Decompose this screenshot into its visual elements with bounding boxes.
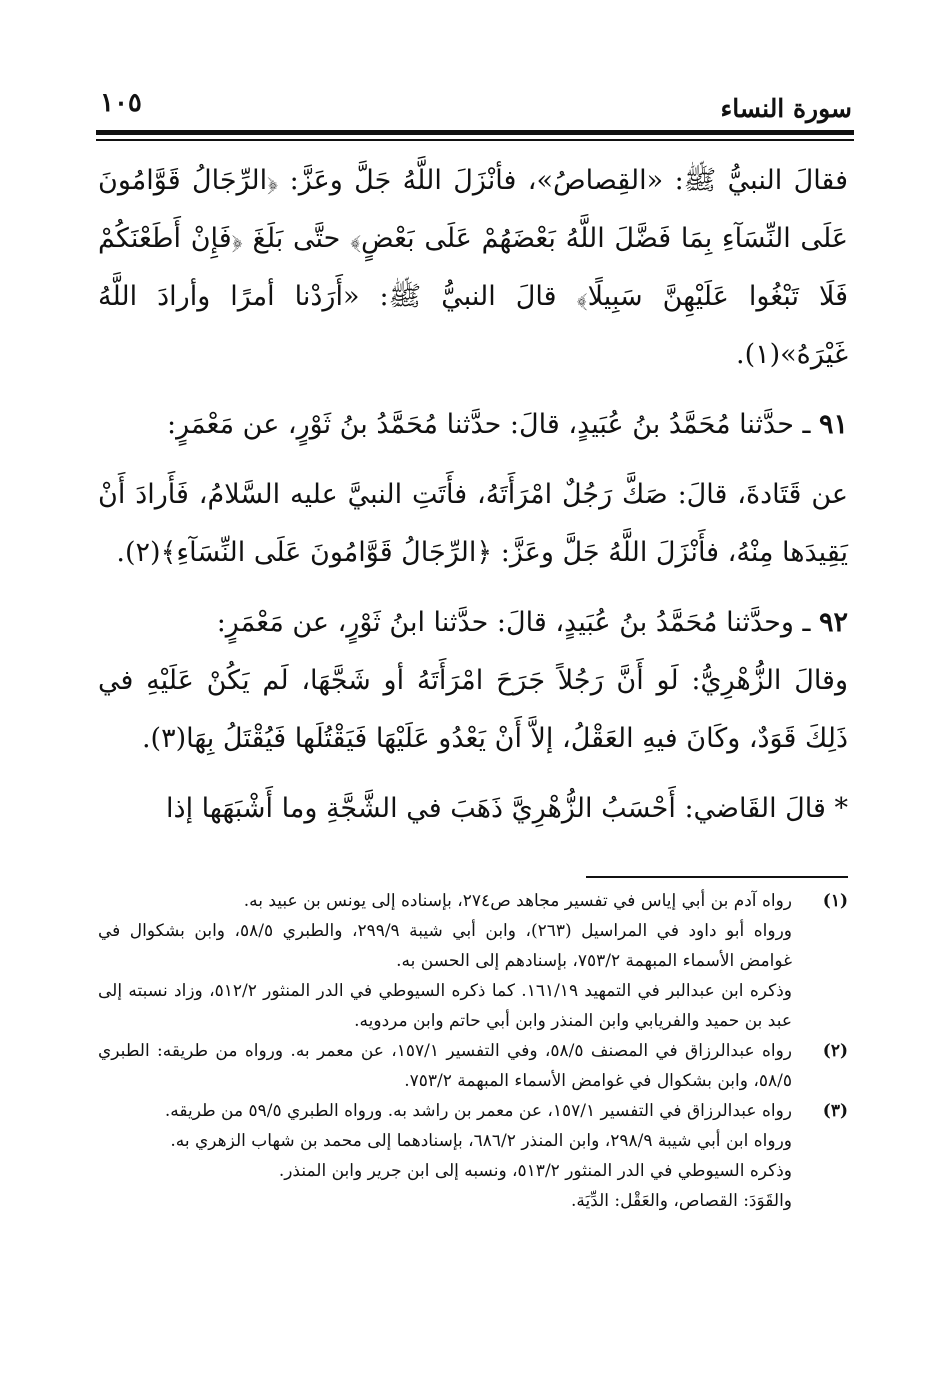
paragraph-text: * قالَ القَاضي: أَحْسَبُ الزُّهْرِيَّ ذَهَبَ في الشَّجَّةِ وما أَشْبَهَها إذا (166, 793, 848, 824)
paragraph-text: وقالَ الزُّهْرِيُّ: لَو أَنَّ رَجُلاً جَرَحَ امْرَأَتَهُ أو شَجَّهَا، لَم يَكُنْ عَلَيْهِ في ذَلِكَ قَوَدٌ، وكَانَ فيهِ العَقْلُ، إلاَّ أَنْ يَعْدُو عَلَيْهَا فَيَقْتُلَها فَيُقْتَلُ بِهَا(٣). (98, 665, 848, 754)
footnote-line: وذكره ابن عبدالبر في التمهيد ١٦١/١٩. كما ذكره السيوطي في الدر المنثور ٥١٢/٢، وزاد نسبته إلى عبد بن حميد والفريابي وابن المنذر وابن أبي حاتم وابن مردويه. (98, 981, 792, 1031)
main-text (98, 152, 848, 838)
paragraph-text: فقالَ النبيُّ ﷺ: «القِصاصُ»، فأنْزَلَ اللَّهُ جَلَّ وعَزَّ: ﴿الرِّجَالُ قَوَّامُونَ عَلَى النِّسَآءِ بِمَا فَضَّلَ اللَّهُ بَعْضَهُمْ عَلَى بَعْضٍ﴾ حتَّى بَلَغَ ﴿فَإِنْ أَطَعْنَكُمْ فَلَا تَبْغُوا عَلَيْهِنَّ سَبِيلًا﴾ قالَ النبيُّ ﷺ: «أَرَدْنا أمرًا وأرادَ اللَّهُ غَيْرَهُ»(١). (98, 165, 848, 370)
footnote-line: رواه آدم بن أبي إياس في تفسير مجاهد ص٢٧٤، بإسناده إلى يونس بن عبيد به. (243, 891, 792, 911)
footnote-mark: (٣) (822, 1101, 848, 1121)
footnote-line: رواه عبدالرزاق في التفسير ١٥٧/١، عن معمر بن راشد به. ورواه الطبري ٥٩/٥ من طريقه. (164, 1101, 792, 1121)
surah-title: سورة النساء (720, 94, 852, 123)
paragraph-3 (98, 652, 848, 768)
footnote-2 (98, 1036, 848, 1096)
paragraph-1 (98, 152, 848, 384)
footnote-mark: (٢) (822, 1041, 848, 1061)
isnad-text: ـ حدَّثنا مُحَمَّدُ بنُ عُبَيدٍ، قالَ: حدَّثنا مُحَمَّدُ بنُ ثَوْرٍ، عن مَعْمَرٍ: (166, 409, 811, 440)
footnote-separator (586, 876, 848, 878)
footnote-line: ورواه ابن أبي شيبة ٢٩٨/٩، وابن المنذر ٦٨٦/٢، بإسنادهما إلى محمد بن شهاب الزهري به. (170, 1131, 792, 1151)
footnote-line: ورواه أبو داود في المراسيل (٢٦٣)، وابن أبي شيبة ٢٩٩/٩، والطبري ٥٨/٥، وابن بشكوال في غوامض الأسماء المبهمة ٧٥٣/٢، بإسنادهم إلى الحسن به. (98, 921, 792, 971)
header-rule-thin (96, 139, 854, 141)
footnote-line: رواه عبدالرزاق في المصنف ٥٨/٥، وفي التفسير ١٥٧/١، عن معمر به. ورواه من طريقه: الطبري ٥٨/٥، وابن بشكوال في غوامض الأسماء المبهمة ٧٥٣/٢. (98, 1041, 793, 1091)
paragraph-2 (98, 466, 848, 582)
header-rule-thick (96, 130, 854, 135)
footnotes (98, 886, 848, 1216)
hadith-91-heading (98, 396, 848, 454)
page-header (96, 86, 852, 126)
footnote-mark: (١) (822, 891, 848, 911)
paragraph-4 (98, 780, 848, 838)
hadith-number: ٩١ (818, 409, 848, 440)
page-number: ١٠٥ (100, 88, 142, 118)
paragraph-text: عن قَتَادةَ، قالَ: صَكَّ رَجُلٌ امْرَأَتَهُ، فأَتَتِ النبيَّ عليه السَّلامُ، فَأَرادَ أَنْ يَقِيدَها مِنْهُ، فأَنْزَلَ اللَّهُ جَلَّ وعَزَّ: ﴿الرِّجَالُ قَوَّامُونَ عَلَى النِّسَآءِ﴾(٢). (98, 479, 848, 568)
hadith-number: ٩٢ (818, 607, 848, 638)
hadith-92-heading (98, 594, 848, 652)
footnote-line: والقَوَدَ: القصاص، والعَقْل: الدِّيَة. (570, 1191, 792, 1211)
isnad-text: ـ وحدَّثنا مُحَمَّدُ بنُ عُبَيدٍ، قالَ: حدَّثنا ابنُ ثَوْرٍ، عن مَعْمَرٍ: (216, 607, 811, 638)
footnote-3 (98, 1096, 848, 1216)
footnote-line: وذكره السيوطي في الدر المنثور ٥١٣/٢، ونسبه إلى ابن جرير وابن المنذر. (278, 1161, 792, 1181)
footnote-1 (98, 886, 848, 1036)
